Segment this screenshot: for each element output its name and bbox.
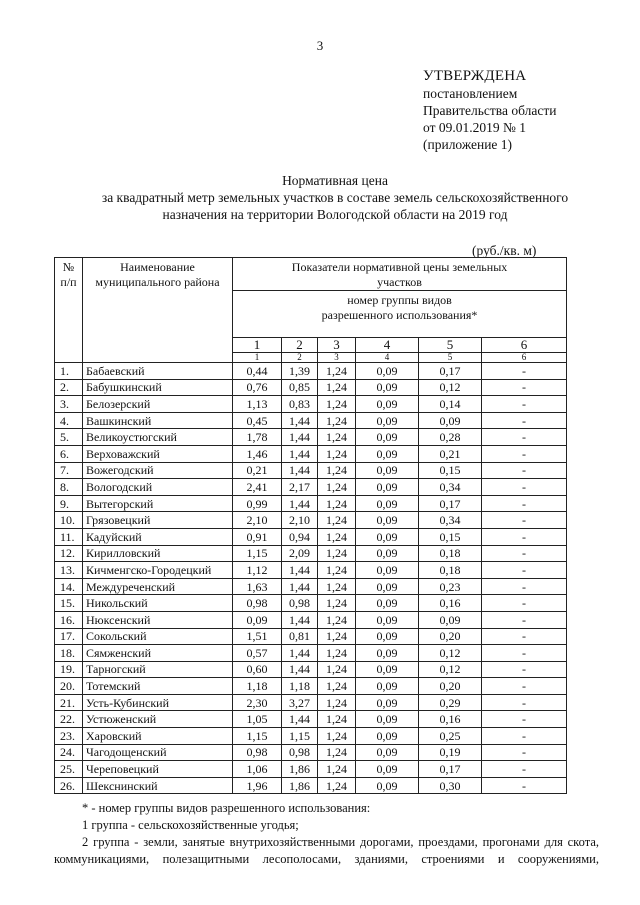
column-number: 4 [356,353,419,363]
price-cell: 1,44 [282,429,318,446]
price-cell: 0,19 [419,744,482,761]
price-cell: 0,30 [419,777,482,794]
price-cell: - [482,595,567,612]
row-number: 15. [55,595,83,612]
unit-label: (руб./кв. м) [472,243,537,258]
row-number: 1. [55,363,83,380]
row-number: 9. [55,495,83,512]
district-name: Тотемский [83,678,233,695]
table-row [55,396,567,413]
price-cell: - [482,645,567,662]
price-cell: 1,24 [318,429,356,446]
price-cell: 0,91 [233,528,282,545]
price-cell: 0,34 [419,479,482,496]
approval-title: УТВЕРЖДЕНА [423,68,527,84]
column-number: 6 [482,353,567,363]
price-cell: 1,44 [282,611,318,628]
header-group-number: 4 [356,338,419,353]
price-cell: - [482,545,567,562]
price-cell: 0,09 [356,462,419,479]
price-cell: 0,09 [356,761,419,778]
price-cell: 0,09 [356,578,419,595]
row-number: 16. [55,611,83,628]
price-cell: 1,96 [233,777,282,794]
header-group-number: 1 [233,338,282,353]
price-cell: 0,57 [233,645,282,662]
column-number: 1 [233,353,282,363]
price-cell: 0,09 [356,628,419,645]
price-cell: 0,09 [356,562,419,579]
table-row [55,379,567,396]
price-cell: 1,24 [318,412,356,429]
price-cell: - [482,711,567,728]
header-group: номер группы видов разрешенного использования* [233,291,567,338]
price-cell: 0,09 [356,744,419,761]
table-row [55,711,567,728]
column-number: 3 [318,353,356,363]
approval-line: от 09.01.2019 № 1 [423,120,526,135]
price-cell: 0,18 [419,545,482,562]
price-cell: 2,17 [282,479,318,496]
table-row [55,445,567,462]
district-name: Бабушкинский [83,379,233,396]
table-row [55,578,567,595]
price-cell: 0,98 [233,595,282,612]
footnote-line: 2 группа - земли, занятые внутрихозяйственными дорогами, проездами, прогонами для скота, [82,835,599,849]
price-cell: - [482,728,567,745]
price-cell: 1,24 [318,495,356,512]
price-cell: 0,09 [356,611,419,628]
price-cell: 0,09 [356,528,419,545]
price-cell: 0,20 [419,628,482,645]
price-cell: - [482,445,567,462]
price-cell: - [482,661,567,678]
price-cell: 0,99 [233,495,282,512]
price-table [54,257,567,794]
price-cell: - [482,429,567,446]
row-number: 3. [55,396,83,413]
column-number: 5 [419,353,482,363]
price-cell: 0,28 [419,429,482,446]
price-cell: 1,24 [318,445,356,462]
price-cell: 1,86 [282,761,318,778]
price-cell: 0,16 [419,595,482,612]
price-cell: 1,24 [318,678,356,695]
price-cell: 0,12 [419,379,482,396]
price-cell: 0,09 [356,379,419,396]
approval-line: постановлением [423,86,518,101]
table-row [55,363,567,380]
price-cell: 1,24 [318,578,356,595]
price-cell: 1,12 [233,562,282,579]
price-cell: 1,18 [282,678,318,695]
price-cell: 1,24 [318,512,356,529]
table-row [55,744,567,761]
price-cell: 1,24 [318,595,356,612]
row-number: 20. [55,678,83,695]
table-row [55,611,567,628]
header-group-number: 5 [419,338,482,353]
district-name: Устюженский [83,711,233,728]
price-cell: 1,24 [318,711,356,728]
price-cell: 0,21 [419,445,482,462]
district-name: Никольский [83,595,233,612]
header-name: Наименование муниципального района [83,258,233,363]
price-cell: 1,44 [282,711,318,728]
price-cell: 2,09 [282,545,318,562]
price-cell: 0,17 [419,495,482,512]
table-row [55,645,567,662]
row-number: 2. [55,379,83,396]
price-cell: 0,34 [419,512,482,529]
price-cell: 1,44 [282,645,318,662]
row-number: 26. [55,777,83,794]
price-cell: 0,09 [356,678,419,695]
district-name: Череповецкий [83,761,233,778]
title-line: назначения на территории Вологодской области на 2019 год [162,207,508,222]
price-cell: - [482,512,567,529]
price-cell: 2,10 [282,512,318,529]
row-number: 10. [55,512,83,529]
price-cell: 1,24 [318,761,356,778]
price-cell: 1,24 [318,628,356,645]
price-cell: 1,44 [282,562,318,579]
price-cell: 0,09 [356,479,419,496]
price-cell: 0,09 [356,777,419,794]
price-cell: 0,98 [282,744,318,761]
price-cell: 1,46 [233,445,282,462]
price-cell: - [482,528,567,545]
price-cell: 1,24 [318,728,356,745]
price-cell: 0,09 [356,728,419,745]
price-cell: 1,15 [282,728,318,745]
price-cell: 0,17 [419,363,482,380]
price-cell: 0,18 [419,562,482,579]
price-cell: 0,44 [233,363,282,380]
price-cell: 2,41 [233,479,282,496]
district-name: Междуреченский [83,578,233,595]
table-row [55,562,567,579]
footnotes [54,800,599,868]
price-cell: - [482,678,567,695]
district-name: Харовский [83,728,233,745]
row-number: 19. [55,661,83,678]
table-row [55,462,567,479]
price-cell: 0,45 [233,412,282,429]
approval-line: Правительства области [423,103,557,118]
price-cell: 0,20 [419,678,482,695]
price-cell: 1,06 [233,761,282,778]
price-cell: 0,98 [233,744,282,761]
row-number: 8. [55,479,83,496]
price-cell: - [482,562,567,579]
price-cell: 0,09 [233,611,282,628]
price-cell: 1,24 [318,379,356,396]
price-cell: 0,94 [282,528,318,545]
price-cell: - [482,761,567,778]
table-row [55,661,567,678]
row-number: 5. [55,429,83,446]
document-title [40,172,630,223]
price-cell: 1,24 [318,694,356,711]
price-cell: 1,44 [282,412,318,429]
title-line: за квадратный метр земельных участков в составе земель сельскохозяйственного [101,190,569,205]
price-cell: - [482,744,567,761]
price-cell: - [482,611,567,628]
table-row [55,512,567,529]
price-cell: 1,39 [282,363,318,380]
price-cell: 0,23 [419,578,482,595]
row-number: 11. [55,528,83,545]
row-number: 25. [55,761,83,778]
price-cell: 1,24 [318,396,356,413]
district-name: Верховажский [83,445,233,462]
row-number: 7. [55,462,83,479]
column-number: 2 [282,353,318,363]
district-name: Тарногский [83,661,233,678]
price-cell: 0,09 [356,396,419,413]
district-name: Сямженский [83,645,233,662]
price-cell: 0,09 [419,412,482,429]
price-cell: 0,09 [356,512,419,529]
district-name: Чагодощенский [83,744,233,761]
price-cell: 0,09 [356,661,419,678]
approval-line: (приложение 1) [423,137,513,152]
district-name: Кирилловский [83,545,233,562]
price-cell: 1,24 [318,363,356,380]
footnote-line: * - номер группы видов разрешенного использования: [82,801,371,815]
price-cell: 0,09 [356,429,419,446]
price-cell: 0,12 [419,661,482,678]
price-cell: 1,24 [318,611,356,628]
table-row [55,678,567,695]
table-row [55,728,567,745]
price-cell: 1,15 [233,545,282,562]
row-number: 13. [55,562,83,579]
row-number: 22. [55,711,83,728]
price-cell: - [482,412,567,429]
price-cell: 0,29 [419,694,482,711]
district-name: Вожегодский [83,462,233,479]
row-number: 24. [55,744,83,761]
table-row [55,479,567,496]
table-row [55,412,567,429]
price-cell: 1,24 [318,661,356,678]
district-name: Бабаевский [83,363,233,380]
page-number: 3 [316,38,324,53]
row-number: 18. [55,645,83,662]
price-cell: - [482,396,567,413]
price-cell: - [482,363,567,380]
row-number: 6. [55,445,83,462]
price-cell: 0,09 [356,694,419,711]
price-cell: 0,85 [282,379,318,396]
price-cell: 0,09 [356,595,419,612]
row-number: 12. [55,545,83,562]
row-number: 17. [55,628,83,645]
price-cell: 0,14 [419,396,482,413]
price-cell: 1,24 [318,645,356,662]
price-cell: 1,15 [233,728,282,745]
price-cell: 1,63 [233,578,282,595]
price-cell: 1,24 [318,545,356,562]
price-cell: 0,98 [282,595,318,612]
footnote-line: 1 группа - сельскохозяйственные угодья; [82,818,299,832]
price-cell: 1,24 [318,744,356,761]
price-cell: 0,09 [356,545,419,562]
price-cell: 1,86 [282,777,318,794]
price-cell: 0,60 [233,661,282,678]
price-cell: 1,24 [318,462,356,479]
header-group-number: 6 [482,338,567,353]
row-number: 21. [55,694,83,711]
district-name: Шекснинский [83,777,233,794]
price-cell: 1,24 [318,562,356,579]
price-cell: 0,21 [233,462,282,479]
price-cell: 0,15 [419,528,482,545]
table-row [55,528,567,545]
price-cell: 0,09 [356,363,419,380]
price-cell: 1,78 [233,429,282,446]
price-cell: 0,83 [282,396,318,413]
price-cell: 2,30 [233,694,282,711]
header-indicators: Показатели нормативной цены земельных участков [233,258,567,291]
price-cell: 0,16 [419,711,482,728]
price-cell: 1,24 [318,528,356,545]
price-cell: 0,25 [419,728,482,745]
approval-block [423,68,556,153]
row-number: 4. [55,412,83,429]
table-row [55,761,567,778]
price-cell: 1,51 [233,628,282,645]
price-cell: 1,13 [233,396,282,413]
price-cell: 0,17 [419,761,482,778]
row-number: 14. [55,578,83,595]
price-cell: 0,09 [356,711,419,728]
price-cell: 1,24 [318,777,356,794]
title-line: Нормативная цена [282,173,388,188]
price-cell: 1,44 [282,495,318,512]
district-name: Нюксенский [83,611,233,628]
price-cell: 2,10 [233,512,282,529]
price-cell: 1,44 [282,445,318,462]
table-row [55,495,567,512]
price-cell: - [482,694,567,711]
price-cell: 1,24 [318,479,356,496]
price-cell: - [482,578,567,595]
row-number: 23. [55,728,83,745]
district-name: Великоустюгский [83,429,233,446]
table-row [55,777,567,794]
price-cell: 1,44 [282,661,318,678]
price-cell: - [482,479,567,496]
price-cell: 0,12 [419,645,482,662]
price-cell: 0,09 [356,495,419,512]
price-cell: 0,09 [419,611,482,628]
price-cell: 1,44 [282,462,318,479]
price-cell: 1,44 [282,578,318,595]
district-name: Белозерский [83,396,233,413]
header-group-number: 3 [318,338,356,353]
price-cell: - [482,777,567,794]
price-cell: - [482,495,567,512]
table-row [55,545,567,562]
price-cell: 0,09 [356,412,419,429]
price-cell: 1,05 [233,711,282,728]
price-cell: 0,09 [356,445,419,462]
table-row [55,694,567,711]
district-name: Кадуйский [83,528,233,545]
header-group-number: 2 [282,338,318,353]
price-cell: 0,15 [419,462,482,479]
price-cell: 0,81 [282,628,318,645]
price-cell: - [482,462,567,479]
district-name: Вашкинский [83,412,233,429]
district-name: Грязовецкий [83,512,233,529]
footnote-line: коммуникациями, полезащитными лесополосами, зданиями, строениями и сооружениями, [54,852,599,866]
price-cell: 3,27 [282,694,318,711]
price-cell: 1,18 [233,678,282,695]
price-cell: - [482,379,567,396]
table-row [55,429,567,446]
district-name: Кичменгско-Городецкий [83,562,233,579]
price-cell: 0,76 [233,379,282,396]
district-name: Сокольский [83,628,233,645]
price-cell: 0,09 [356,645,419,662]
district-name: Вологодский [83,479,233,496]
header-num: № п/п [55,258,83,363]
price-cell: - [482,628,567,645]
table-row [55,595,567,612]
table-row [55,628,567,645]
district-name: Вытегорский [83,495,233,512]
district-name: Усть-Кубинский [83,694,233,711]
